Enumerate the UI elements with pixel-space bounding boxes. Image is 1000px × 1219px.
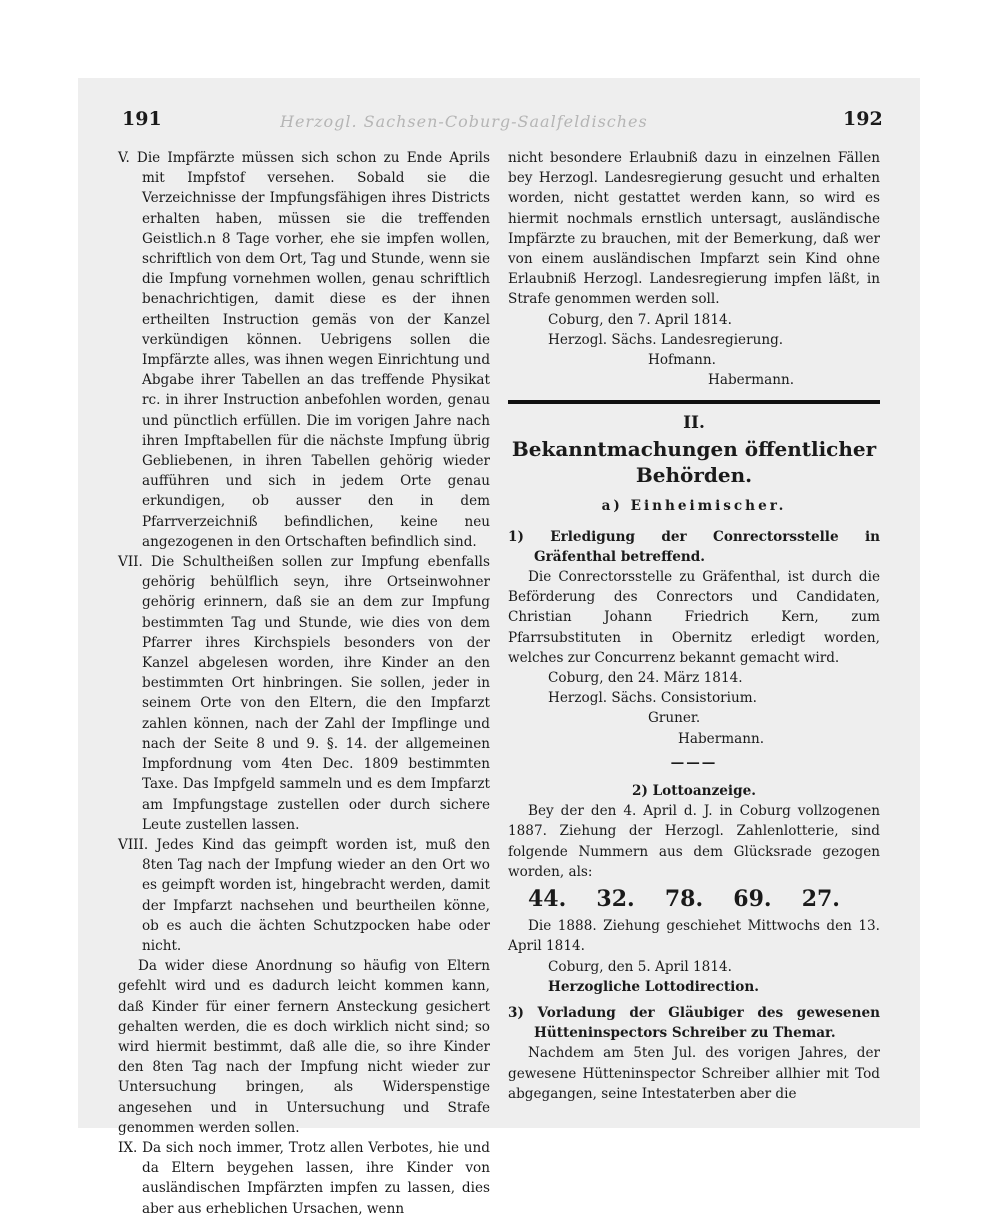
date-regierung: Coburg, den 7. April 1814. (548, 311, 732, 328)
item-2-next-draw: Die 1888. Ziehung geschiehet Mittwochs den 13. April 1814. (508, 918, 880, 955)
bleed-through-header: Herzogl. Sachsen-Coburg-Saalfeldisches (280, 112, 648, 131)
item-2-body: Bey der den 4. April d. J. in Coburg vollzogenen 1887. Ziehung der Herzogl. Zahlenlotterie, sind folgende Nummern aus dem Glücksrade gezogen worden, als: (508, 803, 880, 880)
right-column (508, 148, 880, 1104)
section-divider (508, 400, 880, 404)
item-2-title: 2) Lottoanzeige. (632, 783, 756, 800)
subsection-heading: a) Einheimischer. (601, 498, 787, 515)
page-number-right: 192 (843, 108, 883, 130)
item-1-body: Die Conrectorsstelle zu Gräfenthal, ist durch die Beförderung des Conrectors und Candidaten, Christian Johann Friedrich Kern, zum Pfarrsubstituten in Obernitz erledigt worden, welches zur Concurrenz bekannt gemacht wird. (508, 569, 880, 666)
lotto-numbers (508, 882, 880, 916)
paragraph-ix-continued: nicht besondere Erlaubniß dazu in einzelnen Fällen bey Herzogl. Landesregierung gesucht und erhalten worden, nicht gestattet werden kann, so wird es hiermit nochmals ernstlich untersagt, ausländische Impfärzte zu brauchen, mit der Bemerkung, daß wer von einem ausländischen Impfarzt sein Kind ohne Erlaubniß Herzogl. Landesregierung impfen läßt, in Strafe genommen werden soll. (508, 150, 880, 308)
signature-consistorium: Herzogl. Sächs. Consistorium. (548, 690, 757, 707)
paragraph-vii: VII. Die Schultheißen sollen zur Impfung ebenfalls gehörig behülflich seyn, ihre Ortseinwohner gehörig erinnern, daß sie an dem zur Impfung bestimmten Tag und Stunde, wie dies von dem Pfarrer ihres Kirchspiels besonders von der Kanzel abgelesen worden, ihre Kinder an den bestimmten Ort hinbringen. Sie sollen, jeder in seinem Orte von den Eltern, die den Impfarzt zahlen können, nach der Zahl der Impflinge und nach der Seite 8 und 9. §. 14. der allgemeinen Impfordnung vom 4ten Dec. 1809 bestimmten Taxe. Das Impfgeld sammeln und es dem Impfarzt am Impfungstage zustellen oder durch sichere Leute zustellen lassen. (118, 554, 490, 833)
paragraph-v: V. Die Impfärzte müssen sich schon zu Ende Aprils mit Impfstof versehen. Sobald sie die Verzeichnisse der Impfungsfähigen ihres Districts erhalten haben, müssen sie die treffenden Geistlich.n 8 Tage vorher, ehe sie impfen wollen, schriftlich von dem Ort, Tag und Stunde, wenn sie die Impfung vornehmen wollen, genau schriftlich benachrichtigen, damit diese es der ihnen ertheilten Instruction gemäs von der Kanzel verkündigen können. Uebrigens sollen die Impfärzte alles, was ihnen wegen Einrichtung und Abgabe ihrer Tabellen an das treffende Physikat rc. in ihrer Instruction anbefohlen worden, genau und pünctlich erfüllen. Die im vorigen Jahre nach ihren Impftabellen für die nächste Impfung übrig Gebliebenen, in ihren Tabellen gehörig wieder aufführen und sich in jedem Orte genau erkundigen, ob ausser den in dem Pfarrverzeichniß befindlichen, keine neu angezogenen in den Ortschaften befindlich sind. (118, 150, 491, 550)
signature-habermann-2: Habermann. (678, 730, 765, 747)
lotto-number: 78. (664, 886, 704, 913)
lotto-number: 44. (528, 886, 567, 913)
signature-gruner: Gruner. (648, 710, 701, 727)
paragraph-viii: VIII. Jedes Kind das geimpft worden ist, muß den 8ten Tag nach der Impfung wieder an den Ort wo es geimpft worden ist, hingebracht werden, damit der Impfarzt nachsehen und beurtheilen könne, ob es auch die ächten Schutzpocken habe oder nicht. (118, 836, 490, 954)
left-column (118, 148, 490, 1219)
lotto-number: 32. (596, 886, 635, 913)
signature-regierung: Herzogl. Sächs. Landesregierung. (548, 331, 784, 348)
section-number: II. (683, 413, 705, 434)
paragraph-viii-continued: Da wider diese Anordnung so häufig von Eltern gefehlt wird und es dadurch leicht kommen kann, daß Kinder für einer fernern Ansteckung gesichert gehalten werden, die es doch wirklich nicht sind; so wird hiermit bestimmt, daß alle die, so ihre Kinder den 8ten Tag nach der Impfung nicht wieder zur Untersuchung bringen, als Widerspenstige angesehen und in Untersuchung und Strafe genommen werden sollen. (118, 958, 490, 1136)
lotto-number: 69. (733, 886, 772, 913)
item-1-title: 1) Erledigung der Conrectorsstelle in Gräfenthal betreffend. (508, 528, 880, 565)
signature-habermann-1: Habermann. (708, 372, 795, 389)
item-3-title: 3) Vorladung der Gläubiger des gewesenen Hütteninspectors Schreiber zu Themar. (508, 1004, 880, 1042)
paragraph-ix: IX. Da sich noch immer, Trotz allen Verbotes, hie und da Eltern beygehen lassen, ihre Kinder von ausländischen Impfärzten impfen zu lassen, dies aber aus erheblichen Ursachen, wenn (118, 1139, 490, 1217)
date-consistorium: Coburg, den 24. März 1814. (548, 670, 743, 687)
short-divider: ——— (670, 754, 718, 771)
page-number-left: 191 (122, 108, 162, 130)
signature-lottodirection: Herzogliche Lottodirection. (548, 978, 759, 995)
section-title: Bekanntmachungen öffentlicher Behörden. (511, 437, 877, 488)
item-3-body: Nachdem am 5ten Jul. des vorigen Jahres, der gewesene Hütteninspector Schreiber allhier mit Tod abgegangen, seine Intestaterben aber die (508, 1045, 880, 1102)
signature-hofmann: Hofmann. (648, 352, 716, 369)
lotto-number: 27. (801, 886, 840, 913)
date-lotto: Coburg, den 5. April 1814. (548, 958, 732, 975)
